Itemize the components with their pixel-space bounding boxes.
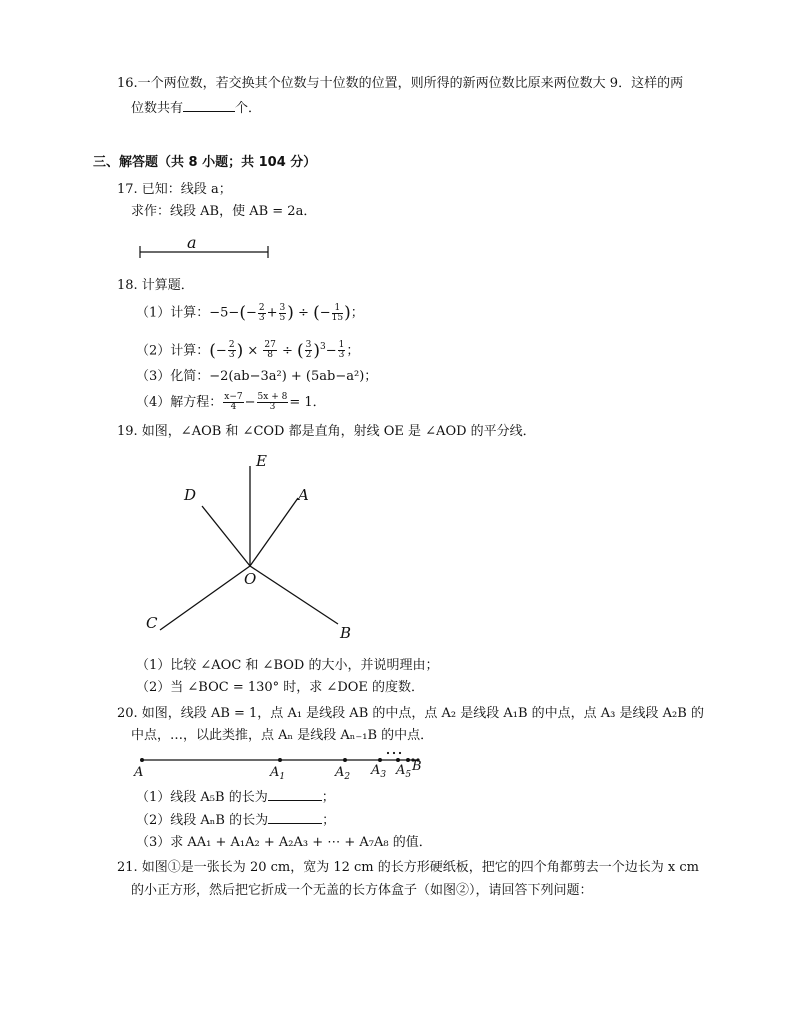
q20-ellipsis-dot-1 [387,752,389,754]
q20-label-a3-sub: 3 [380,770,387,780]
q20-ellipsis-dot-3 [399,752,401,754]
q19-label-d: D [184,486,197,504]
q20-label-a5 [395,763,411,780]
q16-answer-blank[interactable] [183,99,235,112]
q18-p2-frac1-den: 3 [228,350,235,361]
q19-ray-ob [250,566,338,624]
q19-ray-oa [250,498,298,566]
q18-p1-paren2-close: ) [344,303,351,323]
q18-p2-prefix: （2）计算： [136,343,210,359]
q18-part4: （4）解方程： $\frac{x-7}{4}$ − $\frac{5x + 8}{3}$ = 1． [136,392,326,412]
q17-line2: 求作：线段 AB，使 AB = 2a． [131,204,317,219]
q20-point-a2 [343,758,347,762]
q18-p2-frac3-num: 3 [305,340,312,351]
q18-part3: （3）化简：−2(ab−3a²) + (5ab−a²)； [136,369,378,384]
q20-label-a2 [334,765,350,782]
q17-segment-label: a [187,233,197,252]
q16-line2 [131,99,261,118]
q20-ellipsis-dot-2 [393,752,395,754]
q18-p4-frac2-num: 5x + 8 [257,392,288,402]
q21-line2: 的小正方形，然后把它折成一个无盖的长方体盒子（如图②），请回答下列问题： [131,883,593,898]
q17-segment-figure [136,232,276,260]
q18-p2-paren-open: ( [209,340,216,361]
q20-label-a1-letter: A [270,765,280,780]
q18-p1-frac1 [258,304,266,323]
q18-p2-frac2 [263,341,276,360]
q20-point-a3 [378,758,382,762]
q21-line1: 21. 如图①是一张长为 20 cm，宽为 12 cm 的长方形硬纸板，把它的四个角都剪去一个边长为 x cm [117,860,699,875]
q18-p1-prefix: （1）计算：−5− [136,305,240,321]
q18-p1-frac1-den: 3 [258,312,265,323]
q18-p1-paren2-open: ( [313,303,320,323]
q19-part2: （2）当 ∠BOC = 130° 时，求 ∠DOE 的度数． [136,680,425,695]
q18-title: 18. 计算题． [117,278,194,293]
q16-line2-text-b: 个． [235,101,262,116]
q18-p4-frac1-den: 4 [230,402,237,412]
q19-line1: 19. 如图，∠AOB 和 ∠COD 都是直角，射线 OE 是 ∠AOD 的平分线． [117,424,536,439]
q18-p1-frac3 [332,304,343,323]
q18-p2-frac1-num: 2 [228,340,235,351]
q20-p1-text: （1）线段 A₅B 的长为 [136,790,268,805]
q18-p2-frac2-den: 8 [267,350,273,361]
q18-p4-frac1 [223,393,243,412]
q20-p2-answer-blank[interactable] [268,811,322,824]
q18-p4-suffix: = 1． [289,395,326,410]
q18-p1-frac2-num: 3 [279,302,286,313]
q17-line1: 17. 已知：线段 a； [117,182,232,197]
q19-label-e: E [256,452,267,470]
q18-p4-frac1-num: x−7 [224,392,243,402]
q20-label-a: A [134,765,144,780]
q19-label-c: C [146,614,158,632]
q18-p1-paren-open: ( [239,303,246,323]
q20-label-a2-letter: A [335,765,345,780]
q18-p2-paren2-close: ) [313,340,321,361]
q18-p1-frac2 [279,304,287,323]
q18-p2-frac3 [305,341,313,360]
q20-line1: 20. 如图，线段 AB = 1，点 A₁ 是线段 AB 的中点，点 A₂ 是线段 A₁B 的中点，点 A₃ 是线段 A₂B 的 [117,706,704,721]
q20-label-a5-letter: A [396,763,406,778]
q20-point-a4 [396,758,400,762]
q18-p4-prefix: （4）解方程： [136,395,223,410]
q19-label-o: O [244,570,257,588]
q20-p1-end: ； [321,790,335,805]
q20-label-a1-sub: 1 [279,772,286,782]
q16-line2-text-a: 位数共有 [131,101,184,116]
q18-p2-paren-close: ) [236,340,244,361]
q20-part2 [136,811,335,830]
q18-part2: （2）计算：(− $\frac{2}{3}$ ) × $\frac{27}{8}$ ÷ ( $\frac{3}{2}$ )$^3$− $\frac{1}{3}$ ； [136,340,360,361]
q18-p2-frac4 [338,341,346,360]
q20-label-a3 [370,763,386,780]
q18-part1: （1）计算：−5−(− $\frac{2}{3}$ + $\frac{3}{5}$ ) ÷ (− $\frac{1}{15}$ )； [136,302,364,323]
q19-ray-od [202,506,250,566]
q19-ray-oc [160,566,250,630]
q20-segment-figure [130,748,430,784]
q18-p1-frac3-num: 1 [332,304,343,314]
q20-part1 [136,788,335,807]
q18-p1-frac2-den: 5 [279,312,286,323]
q18-p4-frac2-den: 3 [269,402,276,412]
q19-part1: （1）比较 ∠AOC 和 ∠BOD 的大小，并说明理由； [136,658,439,673]
q20-label-a2-sub: 2 [344,772,351,782]
q18-p2-frac4-den: 3 [338,350,345,361]
q20-label-a3-letter: A [371,763,381,778]
q18-p2-paren2-open: ( [297,340,304,361]
q20-p2-end: ； [322,813,336,828]
q20-line2: 中点，…，以此类推，点 Aₙ 是线段 Aₙ₋₁B 的中点． [131,728,434,743]
q20-p1-answer-blank[interactable] [268,788,322,801]
q20-point-a [140,758,144,762]
q18-p2-frac2-num: 27 [264,340,276,351]
q20-part3: （3）求 AA₁ + A₁A₂ + A₂A₃ + ⋯ + A₇A₈ 的值． [136,835,432,850]
q18-p1-frac3-den: 15 [331,312,344,323]
q19-angle-figure [140,448,370,648]
q18-p4-frac2 [257,393,289,412]
q20-label-b: B [412,759,422,774]
q18-p1-paren-close: ) [287,303,294,323]
q18-p2-frac3-den: 2 [305,350,312,361]
q18-p1-frac1-num: 2 [258,302,265,313]
q19-label-b: B [340,624,352,642]
q18-p2-frac4-num: 1 [338,340,345,351]
q20-p2-text: （2）线段 AₙB 的长为 [136,813,269,828]
q16-line1: 16.一个两位数，若交换其个位数与十位数的位置，则所得的新两位数比原来两位数大 9．这样的两 [117,76,684,91]
section-heading: 三、解答题（共 8 小题；共 104 分） [93,155,317,170]
q20-point-a1 [278,758,282,762]
q20-label-a1 [269,765,285,782]
q18-p2-frac1 [228,341,236,360]
q19-label-a: A [298,486,309,504]
q20-point-a5 [406,758,410,762]
q20-label-a5-sub: 5 [405,770,412,780]
